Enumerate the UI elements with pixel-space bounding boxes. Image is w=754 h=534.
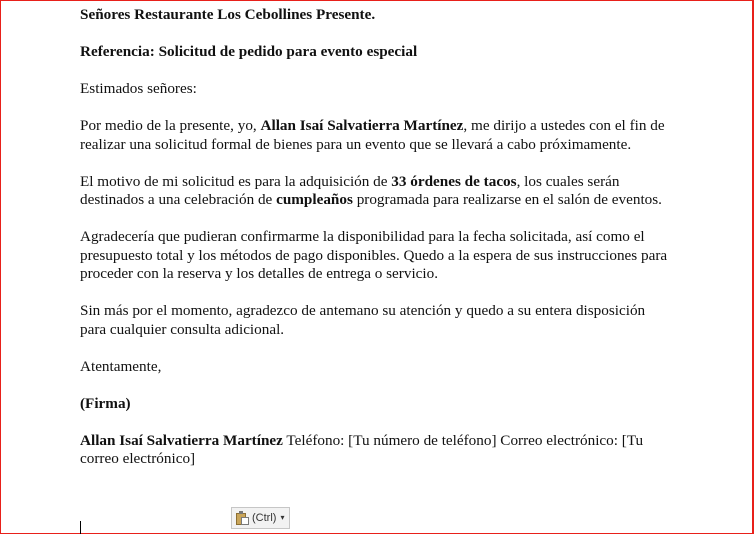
paste-options-label: (Ctrl) bbox=[252, 512, 277, 524]
p2-pre: El motivo de mi solicitud es para la adquisición de bbox=[80, 172, 392, 190]
p2-mid: , los cuales serán destinados a una celebración de bbox=[80, 172, 620, 208]
clipboard-icon bbox=[236, 511, 249, 525]
greeting-text: Señores Restaurante Los Cebollines Presente. bbox=[80, 6, 376, 23]
salutation: Estimados señores: bbox=[80, 80, 197, 97]
signature-text: (Firma) bbox=[80, 394, 131, 412]
text-cursor bbox=[80, 521, 81, 534]
p2-event: cumpleaños bbox=[276, 191, 353, 208]
paragraph-closing-remarks: Sin más por el momento, agradezco de antemano su atención y quedo a su entera disposición para cualquier consulta adicional. bbox=[80, 302, 646, 338]
p1-post: , me dirijo a ustedes con el fin de realizar una solicitud formal de bienes para un evento que se llevará a cabo próximamente. bbox=[80, 117, 665, 153]
p1-name: Allan Isaí Salvatierra Martínez bbox=[260, 117, 464, 134]
p2-order: 33 órdenes de tacos bbox=[391, 172, 517, 190]
reference-line bbox=[80, 43, 670, 62]
p2-post: programada para realizarse en el salón de eventos. bbox=[352, 191, 662, 208]
document-body[interactable] bbox=[80, 6, 670, 487]
greeting-line bbox=[80, 6, 670, 25]
paragraph-motive bbox=[80, 173, 670, 210]
signer-name: Allan Isaí Salvatierra Martínez bbox=[80, 431, 283, 449]
closing: Atentamente, bbox=[80, 357, 162, 375]
p1-pre: Por medio de la presente, yo, bbox=[80, 117, 261, 134]
paragraph-intro bbox=[80, 117, 670, 154]
paste-options-button[interactable] bbox=[231, 507, 290, 529]
signature-line bbox=[80, 395, 670, 414]
signer-block bbox=[80, 432, 670, 469]
chevron-down-icon: ▾ bbox=[280, 513, 285, 522]
reference-text: Referencia: Solicitud de pedido para evento especial bbox=[80, 43, 418, 60]
paragraph-request: Agradecería que pudieran confirmarme la disponibilidad para la fecha solicitada, así como el presupuesto total y los métodos de pago disponibles. Quedo a la espera de sus instrucciones para proceder con la reserva y los detalles de entrega o servicio. bbox=[80, 228, 668, 282]
signer-contact: Teléfono: [Tu número de teléfono] Correo electrónico: [Tu correo electrónico] bbox=[80, 431, 644, 467]
